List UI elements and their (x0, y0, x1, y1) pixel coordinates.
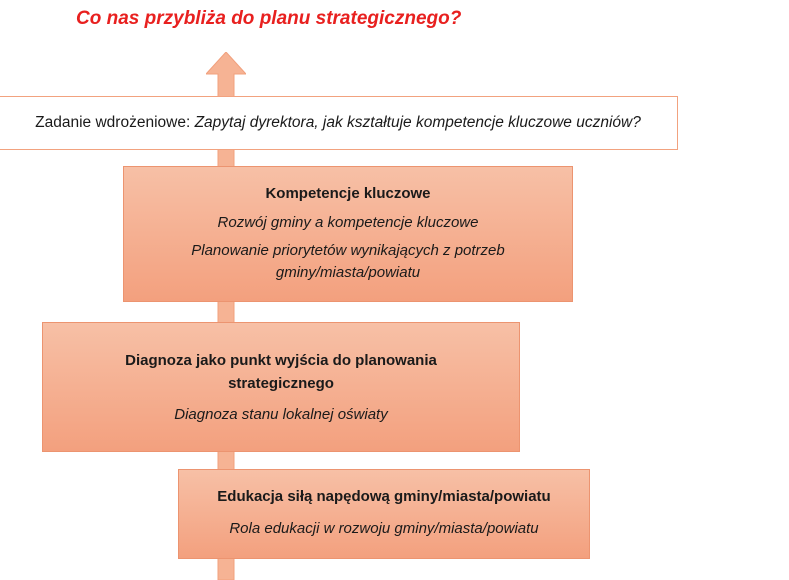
box-item: Planowanie priorytetów wynikających z potrzeb gminy/miasta/powiatu (191, 242, 505, 281)
box-heading: Diagnoza jako punkt wyjścia do planowania strategicznego (125, 352, 437, 392)
box-key-competences (123, 166, 573, 302)
box-heading: Kompetencje kluczowe (265, 185, 431, 202)
box-diagnosis (42, 322, 520, 452)
box-item: Rola edukacji w rozwoju gminy/miasta/powiatu (229, 520, 539, 537)
box-heading: Edukacja siłą napędową gminy/miasta/powiatu (217, 488, 551, 505)
diagram-title: Co nas przybliża do planu strategicznego? (76, 8, 462, 29)
box-education (178, 469, 590, 559)
task-box (0, 96, 678, 150)
task-text: Zapytaj dyrektora, jak kształtuje kompetencje kluczowe uczniów? (194, 114, 641, 131)
task-label: Zadanie wdrożeniowe: (35, 114, 195, 131)
box-item: Diagnoza stanu lokalnej oświaty (174, 406, 388, 423)
box-item: Rozwój gminy a kompetencje kluczowe (217, 214, 479, 231)
